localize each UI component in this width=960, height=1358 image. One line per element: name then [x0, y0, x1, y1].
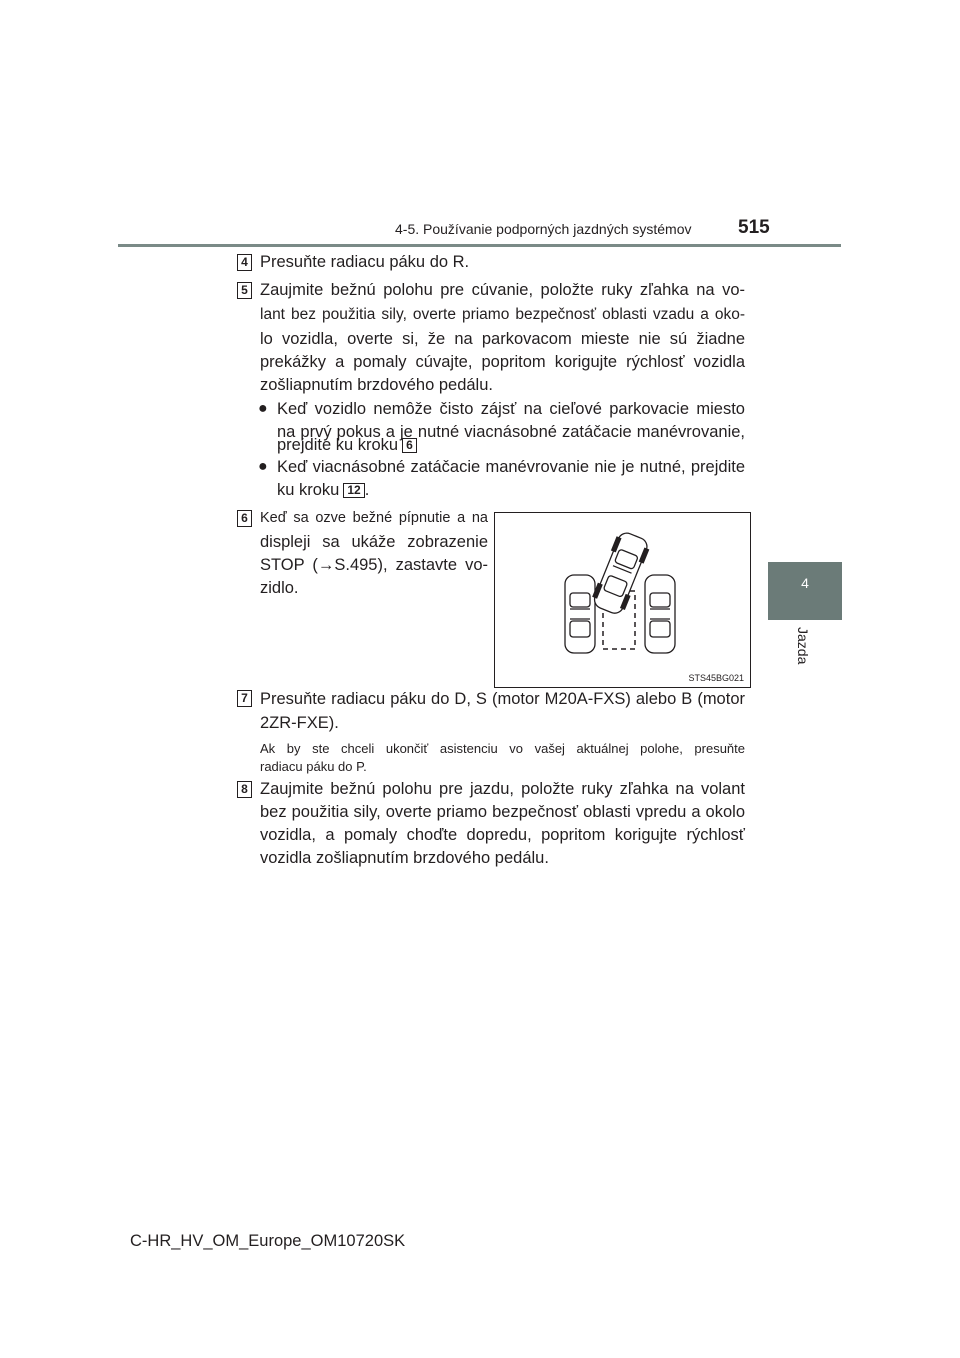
- parking-cars-icon: [495, 513, 750, 687]
- chapter-tab-number: 4: [801, 575, 809, 591]
- parking-illustration: [494, 512, 751, 688]
- step-5-line-2: lant bez použitia sily, overte priamo bezpečnosť oblasti vzadu a oko-: [260, 306, 745, 323]
- parked-car-right-icon: [645, 575, 675, 653]
- step-5-line-3: lo vozidla, overte si, že na parkovacom mieste nie sú žiadne: [260, 330, 745, 348]
- step-5-line-5: zošliapnutím brzdového pedálu.: [260, 376, 493, 394]
- step-6-line-1: Keď sa ozve bežné pípnutie a na: [260, 510, 488, 526]
- bullet-1-line-2: na prvý pokus a je nutné viacnásobné zatáčacie manévrovanie,: [277, 423, 745, 441]
- chapter-tab: [768, 562, 842, 620]
- bullet-2-line-2: [277, 481, 369, 500]
- step-4-text: Presuňte radiacu páku do R.: [260, 253, 470, 271]
- step-6-marker: 6: [237, 510, 252, 527]
- step-6-line-4: zidlo.: [260, 579, 299, 597]
- step-8-line-4: vozidla zošliapnutím brzdového pedálu.: [260, 849, 549, 867]
- document-footer-id: C-HR_HV_OM_Europe_OM10720SK: [130, 1232, 406, 1250]
- bullet-1-line-3: [277, 436, 417, 455]
- bullet-2-line-2-text: ku kroku: [277, 481, 340, 499]
- step-ref-12: 12: [343, 483, 364, 498]
- chapter-tab-label: Jazda: [795, 627, 811, 665]
- bullet-1-line-3-text: prejdite ku kroku: [277, 436, 399, 454]
- maneuvering-car-icon: [590, 530, 651, 617]
- step-8-line-2: bez použitia sily, overte priamo bezpečnosť oblasti vpredu a okolo: [260, 803, 745, 821]
- step-7-line-2: 2ZR-FXE).: [260, 714, 339, 732]
- parked-car-left-icon: [565, 575, 595, 653]
- bullet-1-line-1: Keď vozidlo nemôže čisto zájsť na cieľové parkovacie miesto: [277, 400, 745, 418]
- section-title: 4-5. Používanie podporných jazdných systémov: [395, 221, 692, 237]
- step-5-line-4: prekážky a pomaly cúvajte, popritom korigujte rýchlosť vozidla: [260, 353, 745, 371]
- step-8-marker: 8: [237, 781, 252, 798]
- header-divider: [118, 244, 841, 247]
- figure-id: STS45BG021: [688, 673, 744, 683]
- bullet-2-line-1: Keď viacnásobné zatáčacie manévrovanie nie je nutné, prejdite: [277, 458, 745, 476]
- step-ref-6: 6: [402, 438, 417, 453]
- step-7-marker: 7: [237, 690, 252, 707]
- page-number: 515: [738, 217, 770, 238]
- bullet-icon: ●: [258, 400, 268, 417]
- step-6-line-2: displeji sa ukáže zobrazenie: [260, 533, 488, 551]
- step-7-note-line-1: Ak by ste chceli ukončiť asistenciu vo vašej aktuálnej polohe, presuňte: [260, 741, 745, 756]
- step-5-line-1: Zaujmite bežnú polohu pre cúvanie, položte ruky zľahka na vo-: [260, 281, 745, 299]
- step-8-line-3: vozidla, a pomaly choďte dopredu, popritom korigujte rýchlosť: [260, 826, 745, 844]
- step-4-marker: 4: [237, 254, 252, 271]
- step-5-marker: 5: [237, 282, 252, 299]
- step-7-note-line-2: radiacu páku do P.: [260, 759, 367, 774]
- step-7-line-1: Presuňte radiacu páku do D, S (motor M20A-FXS) alebo B (motor: [260, 690, 745, 708]
- step-6-line-3: STOP (→S.495), zastavte vo-: [260, 556, 488, 574]
- bullet-icon: ●: [258, 458, 268, 475]
- step-8-line-1: Zaujmite bežnú polohu pre jazdu, položte ruky zľahka na volant: [260, 780, 745, 798]
- bullet-2-period: .: [364, 481, 370, 499]
